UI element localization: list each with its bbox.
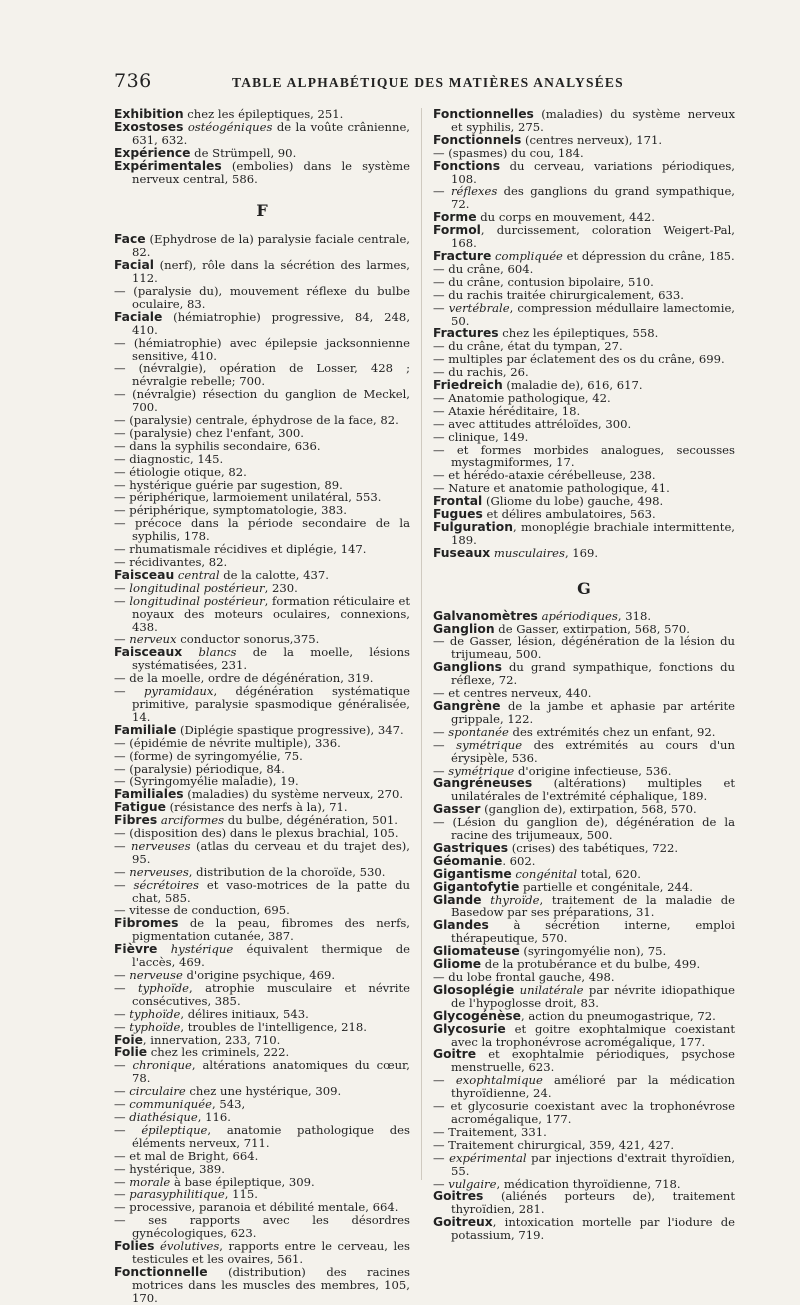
index-entry: [114, 259, 410, 285]
entry-headword: Exostoses: [114, 119, 184, 134]
entry-text: — ses rapports avec les désordres gynécologiques, 623.: [114, 1213, 410, 1241]
index-subentry: [433, 739, 735, 765]
entry-text-continued: conductor sonorus,375.: [176, 632, 320, 647]
entry-headword: Goitre: [433, 1047, 477, 1062]
index-subentry: [114, 1059, 410, 1085]
index-entry: [433, 984, 735, 1010]
entry-text: — (hémiatrophie) avec épilepsie jacksonnienne sensitive, 410.: [114, 335, 410, 363]
index-block-f-continued: [433, 108, 735, 560]
entry-text-continued: des extrémités chez un enfant, 92.: [508, 724, 716, 739]
entry-headword: Familiales: [114, 787, 184, 802]
entry-text: — Nature et anatomie pathologique, 41.: [433, 481, 670, 496]
index-block-f: [114, 233, 410, 1304]
entry-text: (hémiatrophie) progressive, 84, 248, 410.: [132, 309, 410, 337]
entry-qualifier: central: [174, 567, 220, 582]
entry-text: — et hérédo-ataxie cérébelleuse, 238.: [433, 468, 656, 483]
entry-qualifier: nerveuses: [129, 864, 189, 879]
entry-text: , monoplégie brachiale intermittente, 189.: [451, 520, 735, 547]
index-subentry: [114, 595, 410, 634]
entry-text: , action du pneumogastrique, 72.: [520, 1008, 716, 1023]
entry-text: du bulbe, dégénération, 501.: [224, 813, 398, 828]
entry-headword: Fatigue: [114, 800, 166, 815]
entry-text: , 318.: [617, 608, 652, 623]
entry-text: chez les criminels, 222.: [147, 1045, 290, 1060]
entry-text: —: [433, 1073, 456, 1088]
entry-text: , traitement de la maladie de Basedow par ses préparations, 31.: [451, 892, 735, 920]
entry-text: — Anatomie pathologique, 42.: [433, 390, 611, 405]
entry-text: — (paralysie) centrale, éphydrose de la face, 82.: [114, 413, 399, 428]
entry-headword: Face: [114, 232, 146, 247]
index-subentry: [114, 388, 410, 414]
entry-text: (nerf), rôle dans la sécrétion des larmes, 112.: [132, 258, 410, 286]
entry-text-continued: amélioré par la médication thyroïdienne, 24.: [451, 1073, 735, 1101]
section-letter-f: F: [256, 201, 268, 221]
entry-text: et exophtalmie périodiques, psychose menstruelle, 623.: [451, 1047, 735, 1075]
entry-text: de la protubérance et du bulbe, 499.: [481, 957, 701, 972]
entry-text: à sécrétion interne, emploi thérapeutique, 570.: [451, 918, 735, 946]
entry-text: de Gasser, extirpation, 568, 570.: [494, 621, 690, 636]
entry-text: —: [114, 1097, 130, 1112]
index-subentry: [433, 1074, 735, 1100]
entry-text: chez les épileptiques, 558.: [498, 326, 659, 341]
entry-text-continued: (atlas du cerveau et du trajet des), 95.: [132, 838, 410, 866]
entry-text: — rhumatismale récidives et diplégie, 147.: [114, 542, 367, 557]
entry-headword: Fractures: [433, 326, 499, 341]
entry-text: — dans la syphilis secondaire, 636.: [114, 438, 321, 453]
entry-text: — processive, paranoia et débilité mentale, 664.: [114, 1200, 399, 1215]
entry-qualifier: évolutives: [154, 1239, 220, 1254]
entry-text: —: [433, 184, 451, 199]
entry-headword: Glandes: [433, 918, 489, 933]
entry-text: — avec attitudes attréloïdes, 300.: [433, 416, 632, 431]
entry-text: du corps en mouvement, 442.: [476, 210, 655, 225]
entry-qualifier: vertébrale: [448, 300, 510, 315]
entry-text: —: [114, 980, 138, 995]
entry-qualifier: thyroïde: [481, 892, 540, 907]
entry-text: —: [433, 300, 449, 315]
entry-text: — hystérique, 389.: [114, 1161, 225, 1176]
entry-text: (maladies) du système nerveux, 270.: [183, 787, 404, 802]
entry-headword: Fonctionnels: [433, 132, 522, 147]
entry-text: — Ataxie héréditaire, 18.: [433, 403, 581, 418]
entry-text: —: [114, 1122, 142, 1137]
entry-text: — du crâne, état du tympan, 27.: [433, 339, 623, 354]
entry-text: — et mal de Bright, 664.: [114, 1148, 259, 1163]
entry-text: — vitesse de conduction, 695.: [114, 903, 290, 918]
index-entry: [433, 224, 735, 250]
entry-text-continued: , compression médullaire lamectomie, 50.: [451, 300, 735, 328]
entry-qualifier: hystérique: [157, 942, 234, 957]
index-entry: [114, 233, 410, 259]
entry-text: — clinique, 149.: [433, 429, 529, 444]
entry-text-continued: , médication thyroïdienne, 718.: [496, 1176, 681, 1191]
entry-text: — étiologie otique, 82.: [114, 464, 247, 479]
entry-text-continued: d'origine infectieuse, 536.: [514, 763, 672, 778]
entry-text: —: [433, 1176, 449, 1191]
index-subentry: [114, 685, 410, 724]
entry-headword: Géomanie: [433, 853, 503, 868]
index-block-e: [114, 108, 410, 185]
entry-text-continued: d'origine psychique, 469.: [182, 968, 336, 982]
entry-text: de la jambe et aphasie par artérite grippale, 122.: [451, 698, 735, 726]
entry-text: — de Gasser, lésion, dégénération de la lésion du trijumeau, 500.: [433, 634, 735, 662]
entry-text-continued: par injections d'extrait thyroïdien, 55.: [451, 1150, 735, 1178]
entry-headword: Folies: [114, 1239, 155, 1254]
entry-text: — et centres nerveux, 440.: [433, 686, 592, 701]
index-subentry: [433, 444, 735, 470]
entry-headword: Folie: [114, 1045, 148, 1060]
entry-text: —: [433, 1150, 450, 1165]
entry-headword: Ganglions: [433, 660, 502, 675]
entry-headword: Goitreux: [433, 1215, 493, 1230]
entry-text: —: [114, 1109, 130, 1124]
entry-qualifier: typhoïde: [129, 1019, 181, 1034]
entry-qualifier: congénital: [511, 866, 578, 881]
entry-text: —: [114, 877, 134, 892]
entry-qualifier: longitudinal postérieur: [129, 580, 265, 595]
entry-text: du grand sympathique, fonctions du réflexe, 72.: [451, 660, 735, 688]
entry-qualifier: exophtalmique: [455, 1073, 543, 1088]
entry-text: — précoce dans la période secondaire de la syphilis, 178.: [114, 516, 410, 544]
entry-text: (ganglion de), extirpation, 568, 570.: [480, 802, 697, 817]
entry-headword: Gliomateuse: [433, 944, 520, 959]
entry-headword: Fulguration: [433, 520, 513, 534]
entry-headword: Gastriques: [433, 840, 509, 855]
index-block-g: [433, 610, 735, 1242]
entry-text: (maladie de), 616, 617.: [502, 378, 643, 393]
entry-headword: Fièvre: [114, 942, 158, 957]
entry-text: — du crâne, 604.: [433, 261, 534, 276]
entry-text: (altérations) multiples et unilatérales de l'extrémité céphalique, 189.: [451, 776, 735, 804]
entry-text: — (névralgie) résection du ganglion de Meckel, 700.: [114, 387, 410, 415]
entry-text: (résistance des nerfs à la), 71.: [165, 800, 348, 815]
index-entry: [114, 917, 410, 943]
entry-text: partielle et congénitale, 244.: [519, 879, 693, 894]
entry-text: de la moelle, lésions systématisées, 231.: [132, 645, 410, 673]
index-entry: [433, 547, 735, 560]
entry-headword: Gigantofytie: [433, 879, 520, 894]
entry-text-continued: des ganglions du grand sympathique, 72.: [451, 184, 735, 212]
entry-text-continued: , formation réticulaire et noyaux des moteurs oculaires, connexions, 438.: [132, 593, 410, 634]
entry-text: — (épidémie de névrite multiple), 336.: [114, 735, 341, 750]
index-entry: [114, 1240, 410, 1266]
entry-qualifier: unilatérale: [514, 982, 584, 997]
entry-text: — périphérique, symptomatologie, 383.: [114, 503, 347, 518]
entry-headword: Forme: [433, 210, 477, 225]
entry-qualifier: vulgaire: [448, 1176, 497, 1191]
entry-text: par névrite idiopathique de l'hypoglosse droit, 83.: [451, 982, 735, 1010]
column-divider: [421, 108, 422, 1180]
left-column: [114, 108, 410, 1305]
index-subentry: [433, 816, 735, 842]
entry-text: —: [114, 580, 130, 595]
index-entry: [433, 160, 735, 186]
entry-text: (aliénés porteurs de), traitement thyroïdien, 281.: [451, 1189, 735, 1217]
entry-qualifier: nerveuses: [131, 838, 191, 853]
entry-headword: Goitres: [433, 1189, 484, 1204]
index-subentry: [433, 185, 735, 211]
index-subentry: [433, 635, 735, 661]
index-entry: [114, 121, 410, 147]
entry-text: —: [114, 864, 130, 879]
entry-qualifier: compliquée: [491, 248, 563, 263]
entry-text: — hystérique guérie par sugestion, 89.: [114, 477, 343, 492]
entry-text: et goitre exophtalmique coexistant avec la trophonévrose acromégalique, 177.: [451, 1021, 735, 1049]
entry-text: et dépression du crâne, 185.: [562, 248, 735, 263]
entry-text: (Ephydrose de la) paralysie faciale centrale, 82.: [132, 232, 410, 260]
entry-text: (distribution) des racines motrices dans les muscles des membres, 105, 170.: [132, 1264, 410, 1305]
entry-headword: Fibres: [114, 813, 158, 828]
entry-text: (syringomyélie non), 75.: [519, 944, 667, 959]
index-entry: [114, 943, 410, 969]
index-entry: [114, 1266, 410, 1305]
entry-headword: Exhibition: [114, 107, 184, 121]
entry-text: —: [433, 724, 449, 739]
entry-qualifier: nerveux: [129, 632, 177, 647]
index-entry: [433, 919, 735, 945]
entry-headword: Gangréneuses: [433, 776, 533, 791]
index-subentry: [114, 879, 410, 905]
section-letter-g: G: [577, 578, 591, 598]
entry-headword: Faisceau: [114, 567, 175, 582]
index-entry: [114, 646, 410, 672]
entry-headword: Foie: [114, 1032, 143, 1047]
index-entry: [433, 894, 735, 920]
entry-qualifier: épileptique: [141, 1122, 208, 1137]
index-subentry: [114, 1124, 410, 1150]
entry-text: — (paralysie) périodique, 84.: [114, 761, 285, 776]
entry-headword: Facial: [114, 258, 154, 273]
index-entry: [114, 311, 410, 337]
entry-qualifier: communiquée: [129, 1097, 212, 1112]
entry-text: . 602.: [502, 853, 536, 868]
index-subentry: [114, 285, 410, 311]
running-title: TABLE ALPHABÉTIQUE DES MATIÈRES ANALYSÉES: [232, 75, 624, 90]
entry-text: (embolies) dans le système nerveux central, 586.: [132, 158, 410, 186]
entry-text: — (paralysie du), mouvement réflexe du bulbe oculaire, 83.: [114, 283, 410, 311]
entry-headword: Formol: [433, 223, 481, 238]
entry-text-continued: et vaso-motrices de la patte du chat, 585.: [132, 877, 410, 905]
entry-qualifier: réflexes: [450, 184, 498, 199]
entry-qualifier: circulaire: [129, 1084, 186, 1099]
entry-headword: Fonctionnelles: [433, 107, 534, 121]
entry-text: total, 620.: [577, 866, 641, 881]
entry-text: , 169.: [564, 545, 599, 560]
entry-text-continued: , distribution de la choroïde, 530.: [188, 864, 386, 879]
entry-text-continued: , 116.: [197, 1109, 231, 1124]
entry-text: (crises) des tabétiques, 722.: [508, 840, 679, 855]
entry-text: de Strümpell, 90.: [190, 145, 297, 160]
entry-headword: Gliome: [433, 957, 482, 972]
entry-headword: Fuseaux: [433, 545, 491, 560]
entry-text-continued: à base épileptique, 309.: [170, 1174, 315, 1189]
entry-headword: Expérience: [114, 145, 191, 160]
entry-text: — (spasmes) du cou, 184.: [433, 145, 584, 160]
entry-text: (maladies) du système nerveux et syphilis, 275.: [451, 107, 735, 134]
entry-text-continued: , 543,: [212, 1097, 246, 1112]
entry-headword: Gangrène: [433, 698, 501, 713]
entry-qualifier: expérimental: [449, 1150, 527, 1165]
entry-text: —: [114, 593, 130, 608]
index-subentry: [114, 362, 410, 388]
index-entry: [433, 1048, 735, 1074]
entry-text: (Gliome du lobe) gauche, 498.: [482, 494, 664, 509]
index-entry: [433, 777, 735, 803]
entry-headword: Glycosurie: [433, 1021, 506, 1036]
index-entry: [433, 108, 735, 134]
entry-headword: Familiale: [114, 722, 177, 737]
entry-text: —: [114, 1084, 130, 1099]
entry-text-continued: , atrophie musculaire et névrite consécutives, 385.: [132, 980, 411, 1008]
entry-text: — et glycosurie coexistant avec la trophonévrose acromégalique, 177.: [433, 1099, 735, 1126]
entry-text: et délires ambulatoires, 563.: [482, 507, 656, 522]
entry-text: — multiples par éclatement des os du crâne, 699.: [433, 352, 725, 367]
entry-text: —: [114, 1174, 130, 1189]
entry-text: —: [114, 838, 132, 853]
entry-headword: Fonctionnelle: [114, 1264, 208, 1279]
entry-headword: Friedreich: [433, 378, 503, 393]
entry-text: — Traitement chirurgical, 359, 421, 427.: [433, 1137, 675, 1152]
entry-headword: Glycogénèse: [433, 1008, 521, 1023]
entry-text: —: [433, 737, 457, 752]
entry-text: —: [114, 1187, 130, 1202]
entry-text: du cerveau, variations périodiques, 108.: [451, 158, 735, 186]
entry-qualifier: chronique: [132, 1058, 192, 1073]
entry-qualifier: pyramidaux: [143, 684, 214, 699]
entry-text: — périphérique, larmoiement unilatéral, 553.: [114, 490, 382, 505]
entry-text: de la peau, fibromes des nerfs, pigmentation cutanée, 387.: [132, 916, 410, 944]
entry-qualifier: morale: [129, 1174, 171, 1189]
index-subentry: [114, 517, 410, 543]
entry-text-continued: des extrémités au cours d'un érysipèle, 536.: [451, 737, 735, 765]
entry-text: équivalent thermique de l'accès, 469.: [132, 942, 410, 970]
entry-qualifier: apériodiques: [537, 608, 618, 623]
entry-text-continued: , troubles de l'intelligence, 218.: [180, 1019, 367, 1034]
index-subentry: [433, 302, 735, 328]
entry-text: — de la moelle, ordre de dégénération, 319.: [114, 671, 374, 686]
entry-qualifier: musculaires: [490, 545, 565, 560]
index-entry: [433, 1216, 735, 1242]
entry-text: — du rachis, 26.: [433, 365, 529, 380]
entry-qualifier: ostéogéniques: [183, 119, 273, 134]
entry-text-continued: , 230.: [264, 580, 298, 595]
entry-text: — (disposition des) dans le plexus brachial, 105.: [114, 826, 399, 841]
entry-headword: Galvanomètres: [433, 608, 538, 623]
entry-text: — (Lésion du ganglion de), dégénération de la racine des trijumeaux, 500.: [433, 815, 735, 843]
index-subentry: [433, 1152, 735, 1178]
entry-text: —: [114, 684, 144, 699]
entry-text-continued: , anatomie pathologique des éléments nerveux, 711.: [132, 1122, 410, 1150]
entry-text: —: [114, 1006, 130, 1021]
entry-qualifier: arciformes: [157, 813, 225, 828]
entry-text: — du lobe frontal gauche, 498.: [433, 970, 615, 984]
entry-qualifier: typhoïde: [137, 980, 190, 995]
index-subentry: [114, 337, 410, 363]
entry-headword: Fracture: [433, 248, 492, 263]
entry-text: — et formes morbides analogues, secousses mystagmiformes, 17.: [433, 442, 735, 470]
entry-headword: Faisceaux: [114, 645, 183, 660]
entry-headword: Fibromes: [114, 916, 179, 931]
entry-text: —: [114, 632, 130, 647]
entry-text: — du crâne, contusion bipolaire, 510.: [433, 274, 654, 289]
entry-text: —: [114, 1058, 133, 1073]
index-entry: [114, 160, 410, 186]
entry-headword: Fugues: [433, 507, 483, 522]
entry-text: —: [114, 968, 130, 982]
right-column: [433, 108, 735, 1242]
entry-headword: Fonctions: [433, 158, 501, 173]
entry-text: de la calotte, 437.: [219, 567, 329, 582]
entry-headword: Gigantisme: [433, 866, 512, 881]
index-entry: [433, 700, 735, 726]
index-entry: [433, 1190, 735, 1216]
entry-text: , durcissement, coloration Weigert-Pal, 168.: [451, 223, 735, 251]
entry-text-continued: chez une hystérique, 309.: [185, 1084, 342, 1099]
entry-qualifier: symétrique: [448, 763, 515, 778]
entry-headword: Ganglion: [433, 621, 495, 636]
index-entry: [433, 521, 735, 547]
index-subentry: [433, 1100, 735, 1126]
entry-qualifier: sécrétoires: [133, 877, 199, 892]
entry-qualifier: diathésique: [129, 1109, 198, 1124]
entry-qualifier: longitudinal postérieur: [129, 593, 265, 608]
entry-text: chez les épileptiques, 251.: [183, 107, 344, 121]
page-header: [114, 70, 734, 100]
entry-qualifier: parasyphilitique: [129, 1187, 225, 1202]
entry-headword: Glande: [433, 892, 482, 907]
entry-text-continued: , délires initiaux, 543.: [180, 1006, 309, 1021]
entry-text: — (forme) de syringomyélie, 75.: [114, 748, 303, 763]
entry-qualifier: spontanée: [448, 724, 509, 739]
entry-headword: Gasser: [433, 802, 481, 817]
entry-text: , rapports entre le cerveau, les testicules et les ovaires, 561.: [132, 1239, 410, 1266]
entry-text: — du rachis traitée chirurgicalement, 633.: [433, 287, 684, 302]
entry-qualifier: blancs: [182, 645, 237, 660]
index-subentry: [114, 982, 410, 1008]
entry-qualifier: typhoïde: [129, 1006, 181, 1021]
entry-text: — diagnostic, 145.: [114, 451, 224, 466]
entry-text-continued: , dégénération systématique primitive, paralysie spasmodique généralisée, 14.: [132, 684, 411, 724]
page-number: 736: [114, 70, 152, 92]
entry-text: — (Syringomyélie maladie), 19.: [114, 774, 299, 789]
entry-text: (Diplégie spastique progressive), 347.: [176, 722, 404, 737]
index-entry: [433, 661, 735, 687]
entry-headword: Faciale: [114, 309, 163, 324]
entry-text: , intoxication mortelle par l'iodure de potassium, 719.: [451, 1215, 735, 1243]
entry-qualifier: symétrique: [456, 737, 523, 752]
entry-text: de la voûte crânienne, 631, 632.: [132, 119, 410, 147]
entry-text: — (paralysie) chez l'enfant, 300.: [114, 425, 304, 440]
entry-text-continued: , 115.: [224, 1187, 258, 1202]
entry-text: , innervation, 233, 710.: [142, 1032, 281, 1047]
index-subentry: [114, 840, 410, 866]
entry-qualifier: nerveuse: [129, 968, 183, 982]
entry-text: — (névralgie), opération de Losser, 428 ; névralgie rebelle; 700.: [114, 361, 410, 389]
entry-headword: Expérimentales: [114, 158, 222, 173]
index-subentry: [114, 1214, 410, 1240]
index-entry: [433, 1023, 735, 1049]
entry-text: — Traitement, 331.: [433, 1124, 547, 1139]
entry-headword: Glosoplégie: [433, 982, 515, 997]
entry-text-continued: , altérations anatomiques du cœur, 78.: [132, 1058, 410, 1086]
entry-text: —: [114, 1019, 130, 1034]
entry-text: —: [433, 763, 449, 778]
entry-text: — récidivantes, 82.: [114, 555, 228, 569]
entry-headword: Frontal: [433, 494, 483, 509]
entry-text: (centres nerveux), 171.: [521, 132, 663, 147]
